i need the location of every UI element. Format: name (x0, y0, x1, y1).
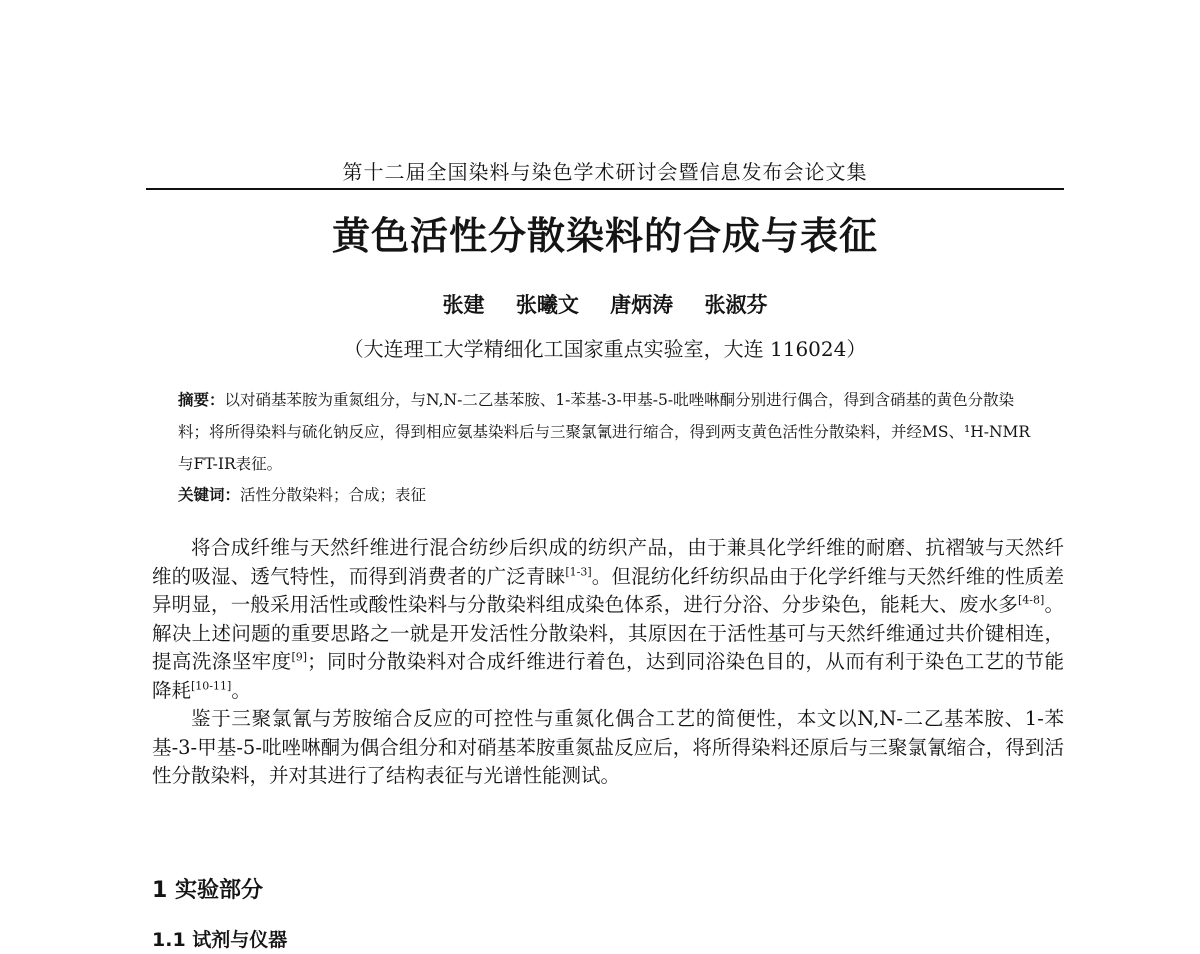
author-name: 唐炳涛 (610, 293, 674, 317)
paper-title: 黄色活性分散染料的合成与表征 (331, 214, 878, 258)
keywords-text: 活性分散染料；合成；表征 (240, 486, 427, 504)
author-name: 张淑芬 (704, 293, 768, 317)
text-run: 。 (231, 678, 251, 702)
abstract-label: 摘要： (178, 391, 225, 409)
body-text (152, 534, 1064, 791)
keywords-label: 关键词： (178, 486, 241, 504)
paragraph: 鉴于三聚氯氰与芳胺缩合反应的可控性与重氮化偶合工艺的简便性，本文以N,N-二乙基苯胺、1-苯基-3-甲基-5-吡唑啉酮为偶合组分和对硝基苯胺重氮盐反应后，将所得染料还原后与三聚氯氰缩合，得到活性分散染料，并对其进行了结构表征与光谱性能测试。 (152, 707, 1064, 787)
author-name: 张建 (442, 293, 485, 317)
subsection-heading: 1.1 试剂与仪器 (152, 929, 288, 951)
author-list (146, 290, 1064, 320)
paragraph (152, 534, 1064, 705)
running-head: 第十二届全国染料与染色学术研讨会暨信息发布会论文集 (342, 160, 868, 184)
abstract (178, 384, 1038, 480)
text-run: 。但混纺化纤纺织品由于化学纤维与天然纤维的性质差异明显，一般采用活性或酸性染料与分散染料组成染色体系，进行分浴、分步染色，能耗大、废水多 (152, 564, 1064, 616)
keywords (178, 480, 1038, 510)
citation: [10-11] (191, 679, 232, 692)
section-heading: 1 实验部分 (152, 878, 263, 903)
citation: [4-8] (1018, 593, 1045, 607)
abstract-text: 以对硝基苯胺为重氮组分，与N,N-二乙基苯胺、1-苯基-3-甲基-5-吡唑啉酮分别进行偶合，得到含硝基的黄色分散染料；将所得染料与硫化钠反应，得到相应氨基染料后与三聚氯氰进行缩合，得到两支黄色活性分散染料，并经MS、¹H-NMR与FT-IR表征。 (178, 391, 1031, 473)
text-run: 。解决上述问题的重要思路之一就是开发活性分散染料，其原因在于活性基可与天然纤维通过共价键相连，提高洗涤坚牢度 (152, 593, 1064, 673)
affiliation: （大连理工大学精细化工国家重点实验室，大连 116024） (343, 337, 867, 361)
citation: [1-3] (565, 565, 592, 578)
text-run: 将合成纤维与天然纤维进行混合纺纱后织成的纺织产品，由于兼具化学纤维的耐磨、抗褶皱与天然纤维的吸湿、透气特性，而得到消费者的广泛青睐 (152, 536, 1064, 588)
citation: [9] (291, 650, 308, 664)
author-name: 张曦文 (515, 293, 579, 317)
text-run: ；同时分散染料对合成纤维进行着色，达到同浴染色目的，从而有利于染色工艺的节能降耗 (152, 650, 1064, 702)
header-rule (146, 188, 1064, 190)
